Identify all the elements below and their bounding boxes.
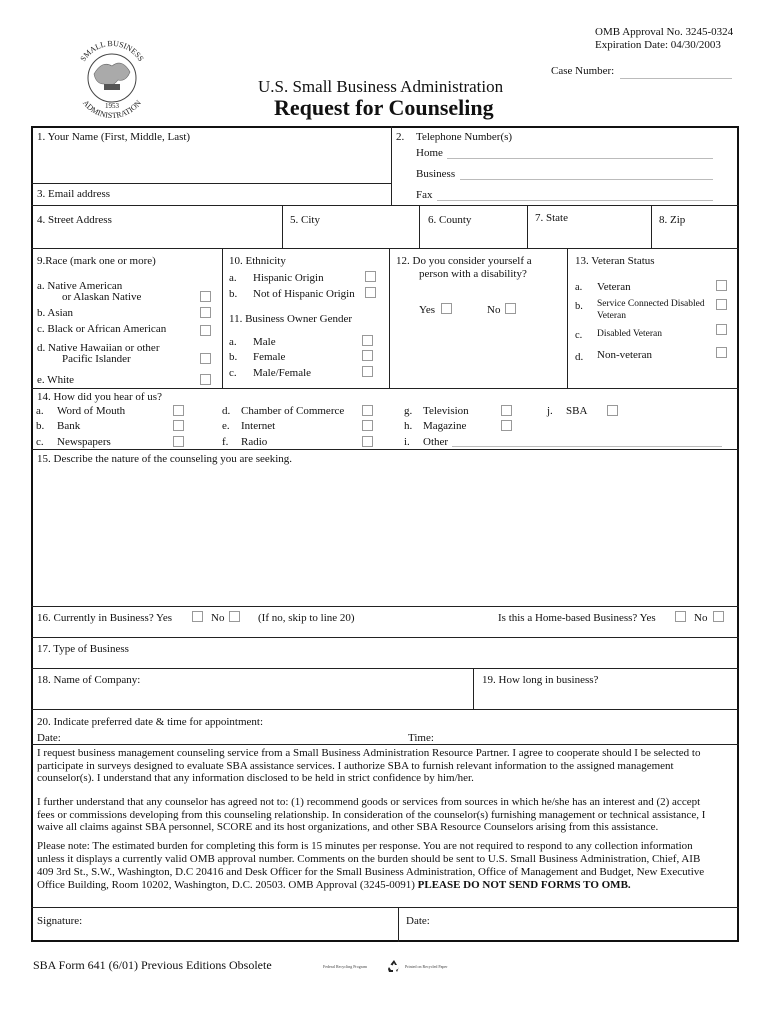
agreement-line: waive all claims against SBA personnel, SCORE and its host organizations, and other SBA Resource Counselors arising from this assistance. xyxy=(37,821,659,833)
heard-c-label: Newspapers xyxy=(57,436,111,448)
signature-date-label: Date: xyxy=(406,915,430,927)
veteran-d-letter: d. xyxy=(575,351,584,363)
ethnicity-non-hispanic-label: Not of Hispanic Origin xyxy=(253,288,355,300)
heard-e-label: Internet xyxy=(241,420,276,432)
race-asian-checkbox[interactable] xyxy=(200,307,211,318)
name-label: 1. Your Name (First, Middle, Last) xyxy=(37,131,191,143)
fax-label: Fax xyxy=(416,189,433,201)
in-business-label: 16. Currently in Business? Yes xyxy=(37,612,173,624)
phone-label: Telephone Number(s) xyxy=(416,131,513,143)
skip-note: (If no, skip to line 20) xyxy=(258,612,355,624)
heard-sba-checkbox[interactable] xyxy=(607,405,618,416)
recycle-icon xyxy=(386,958,402,974)
home-based-no-checkbox[interactable] xyxy=(713,611,724,622)
disability-label: 12. Do you consider yourself a xyxy=(396,255,532,267)
company-name-label: 18. Name of Company: xyxy=(37,674,141,686)
agreement-line: I further understand that any counselor has agreed not to: (1) recommend goods or services from sources in which he/she has an interest and (2) accept xyxy=(37,796,701,808)
heard-g-label: Television xyxy=(423,405,469,417)
seal-top-text: SMALL BUSINESS xyxy=(78,38,146,63)
agreement-line: fees or commissions developing from this counseling relationship. In consideration of the counselor(s) furnishing management or technical assistance, I xyxy=(37,808,706,821)
consent-line: I request business management counseling service from a Small Business Administration Resource Partner. I agree to cooperate should I be selected to xyxy=(37,747,701,759)
svg-text:SMALL BUSINESS xyxy=(78,39,145,63)
appointment-date-label: Date: xyxy=(37,732,61,744)
veteran-c-label: Disabled Veteran xyxy=(597,329,662,339)
home-based-label: Is this a Home-based Business? Yes xyxy=(498,612,656,624)
state-label: 7. State xyxy=(535,212,568,224)
veteran-b-label: Service Connected Disabled xyxy=(597,299,705,309)
gender-c-letter: c. xyxy=(229,367,237,379)
ethnicity-label: 10. Ethnicity xyxy=(229,255,286,267)
omb-number: OMB Approval No. 3245-0324 xyxy=(595,26,734,38)
recycling-program-text: Federal Recycling Program xyxy=(323,964,367,969)
heard-f-letter: f. xyxy=(222,436,229,448)
in-business-no-checkbox[interactable] xyxy=(229,611,240,622)
fax-field[interactable] xyxy=(437,200,713,201)
recycled-paper-text: Printed on Recycled Paper xyxy=(405,964,448,969)
heard-bank-checkbox[interactable] xyxy=(173,420,184,431)
signature-date-field[interactable] xyxy=(436,910,734,938)
signature-label: Signature: xyxy=(37,915,83,927)
street-label: 4. Street Address xyxy=(37,214,112,226)
heard-j-letter: j. xyxy=(547,405,553,417)
counseling-nature-label: 15. Describe the nature of the counseling you are seeking. xyxy=(37,453,293,465)
heard-f-label: Radio xyxy=(241,436,268,448)
burden-paragraph xyxy=(37,840,704,892)
case-number-field[interactable] xyxy=(620,78,732,79)
veteran-disabled-checkbox[interactable] xyxy=(716,324,727,335)
race-d-label-2: Pacific Islander xyxy=(62,353,131,365)
in-business-yes-checkbox[interactable] xyxy=(192,611,203,622)
ethnicity-hispanic-checkbox[interactable] xyxy=(365,271,376,282)
form-number: SBA Form 641 (6/01) Previous Editions Obsolete xyxy=(33,958,272,972)
home-based-yes-checkbox[interactable] xyxy=(675,611,686,622)
consent-paragraph xyxy=(37,747,701,785)
heard-newspapers-checkbox[interactable] xyxy=(173,436,184,447)
gender-male-checkbox[interactable] xyxy=(362,335,373,346)
race-a-label: a. Native American xyxy=(37,280,123,292)
burden-line: unless it displays a currently valid OMB approval number. Comments on the burden should be sent to U.S. Small Business Administration, Chief, AIB xyxy=(37,853,701,865)
ethnicity-non-hispanic-checkbox[interactable] xyxy=(365,287,376,298)
heard-radio-checkbox[interactable] xyxy=(362,436,373,447)
home-phone-label: Home xyxy=(416,147,443,159)
sba-seal xyxy=(66,32,158,124)
business-phone-label: Business xyxy=(416,168,456,180)
ethnicity-a-letter: a. xyxy=(229,272,237,284)
gender-b-letter: b. xyxy=(229,351,238,363)
heard-magazine-checkbox[interactable] xyxy=(501,420,512,431)
veteran-b-letter: b. xyxy=(575,301,583,312)
seal-year: 1953 xyxy=(105,102,119,110)
burden-line: Office Building, Room 10202, Washington, D.C. 20503. OMB Approval (3245-0091) xyxy=(37,879,418,891)
heard-label: 14. How did you hear of us? xyxy=(37,391,162,403)
heard-c-letter: c. xyxy=(36,436,44,448)
veteran-a-letter: a. xyxy=(575,282,583,293)
race-black-checkbox[interactable] xyxy=(200,325,211,336)
race-hawaiian-checkbox[interactable] xyxy=(200,353,211,364)
veteran-label: 13. Veteran Status xyxy=(575,255,655,267)
years-in-business-label: 19. How long in business? xyxy=(482,674,599,686)
burden-line: 409 3rd St., S.W., Washington, D.C 20416 and Desk Officer for the Small Business Administration, Office of Management and Budget, New Executive xyxy=(37,866,705,878)
business-phone-field[interactable] xyxy=(460,179,713,180)
veteran-b-label-2: Veteran xyxy=(597,311,627,321)
do-not-send-notice: PLEASE DO NOT SEND FORMS TO OMB. xyxy=(417,879,631,891)
counselor-agreement-paragraph xyxy=(37,796,705,834)
heard-d-label: Chamber of Commerce xyxy=(241,405,345,417)
home-phone-field[interactable] xyxy=(447,158,713,159)
race-label: 9.Race (mark one or more) xyxy=(37,255,156,267)
veteran-checkbox[interactable] xyxy=(716,280,727,291)
zip-label: 8. Zip xyxy=(659,214,686,226)
disability-label-2: person with a disability? xyxy=(419,268,527,280)
seal-bottom-text: ADMINISTRATION xyxy=(81,98,143,121)
heard-i-letter: i. xyxy=(404,436,410,448)
disability-no-checkbox[interactable] xyxy=(505,303,516,314)
signature-field[interactable] xyxy=(95,910,393,938)
ethnicity-hispanic-label: Hispanic Origin xyxy=(253,272,324,284)
heard-g-letter: g. xyxy=(404,405,413,417)
phone-number-label: 2. xyxy=(396,131,405,143)
veteran-d-label: Non-veteran xyxy=(597,349,652,361)
heard-a-letter: a. xyxy=(36,405,44,417)
heard-word-of-mouth-checkbox[interactable] xyxy=(173,405,184,416)
heard-b-letter: b. xyxy=(36,420,45,432)
consent-line: counselor(s). I understand that any information disclosed to be held in strict confidence by him/her. xyxy=(37,772,474,784)
heard-d-letter: d. xyxy=(222,405,231,417)
agency-name: U.S. Small Business Administration xyxy=(258,77,504,96)
non-veteran-checkbox[interactable] xyxy=(716,347,727,358)
heard-internet-checkbox[interactable] xyxy=(362,420,373,431)
veteran-c-letter: c. xyxy=(575,330,583,341)
race-native-american-checkbox[interactable] xyxy=(200,291,211,302)
heard-h-letter: h. xyxy=(404,420,413,432)
heard-h-label: Magazine xyxy=(423,420,467,432)
heard-e-letter: e. xyxy=(222,420,230,432)
heard-a-label: Word of Mouth xyxy=(57,405,126,417)
burden-line: Please note: The estimated burden for completing this form is 15 minutes per response. You are not required to respond to any collection information xyxy=(37,840,693,852)
heard-i-label: Other xyxy=(423,436,449,448)
gender-both-label: Male/Female xyxy=(253,367,312,379)
race-a-label-2: or Alaskan Native xyxy=(62,291,142,303)
disability-yes-label: Yes xyxy=(419,304,436,316)
disability-no-label: No xyxy=(487,304,501,316)
gender-label: 11. Business Owner Gender xyxy=(229,313,353,325)
gender-male-label: Male xyxy=(253,336,276,348)
race-e-label: e. White xyxy=(37,374,75,386)
gender-female-label: Female xyxy=(253,351,286,363)
heard-b-label: Bank xyxy=(57,420,81,432)
race-c-label: c. Black or African American xyxy=(37,323,167,335)
home-based-no-label: No xyxy=(694,612,708,624)
veteran-a-label: Veteran xyxy=(597,281,631,293)
case-number-label: Case Number: xyxy=(551,65,615,77)
page-title: Request for Counseling xyxy=(274,95,494,120)
race-d-label: d. Native Hawaiian or other xyxy=(37,342,160,354)
race-white-checkbox[interactable] xyxy=(200,374,211,385)
heard-j-label: SBA xyxy=(566,405,588,417)
county-label: 6. County xyxy=(428,214,472,226)
gender-female-checkbox[interactable] xyxy=(362,350,373,361)
appointment-time-label: Time: xyxy=(408,732,434,744)
city-label: 5. City xyxy=(290,214,320,226)
veteran-service-disabled-checkbox[interactable] xyxy=(716,299,727,310)
appointment-label: 20. Indicate preferred date & time for appointment: xyxy=(37,716,264,728)
gender-both-checkbox[interactable] xyxy=(362,366,373,377)
disability-yes-checkbox[interactable] xyxy=(441,303,452,314)
heard-television-checkbox[interactable] xyxy=(501,405,512,416)
counseling-nature-field[interactable] xyxy=(34,468,736,602)
in-business-no-label: No xyxy=(211,612,225,624)
heard-chamber-checkbox[interactable] xyxy=(362,405,373,416)
business-type-label: 17. Type of Business xyxy=(37,643,129,655)
consent-line: participate in surveys designed to evaluate SBA assistance services. I authorize SBA to furnish relevant information to the assigned management xyxy=(37,759,674,772)
email-label: 3. Email address xyxy=(37,188,111,200)
race-b-label: b. Asian xyxy=(37,307,74,319)
expiration-date: Expiration Date: 04/30/2003 xyxy=(595,39,721,51)
ethnicity-b-letter: b. xyxy=(229,288,238,300)
heard-other-field[interactable] xyxy=(452,446,722,447)
gender-a-letter: a. xyxy=(229,336,237,348)
